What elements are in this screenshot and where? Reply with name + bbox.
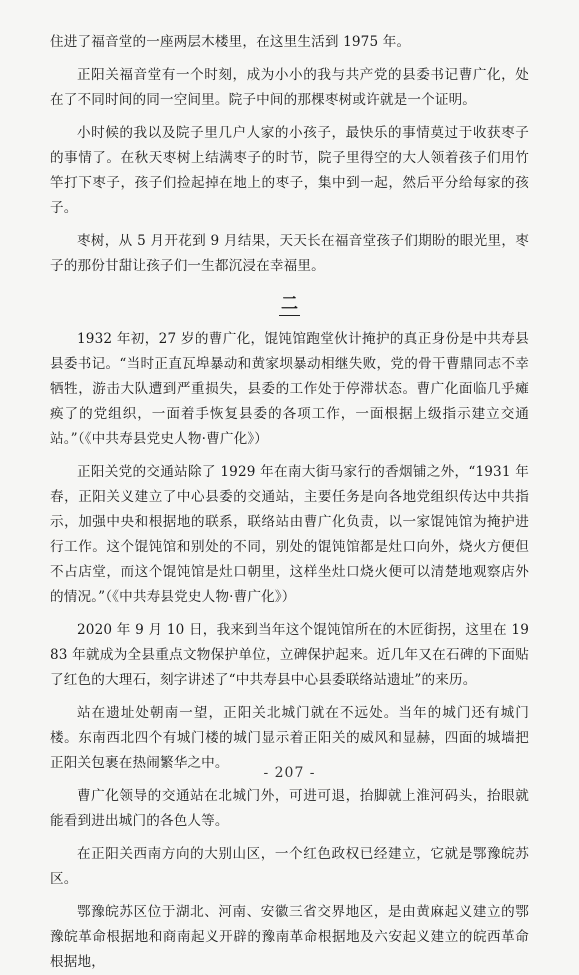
paragraph-9: 曹广化领导的交通站在北城门外，可进可退，抬脚就上淮河码头，抬眼就能看到进出城门的各色人等。 [50,788,529,829]
paragraph-10: 在正阳关西南方向的大别山区，一个红色政权已经建立，它就是鄂豫皖苏区。 [50,846,529,887]
paragraph-3: 小时候的我以及院子里几户人家的小孩子，最快乐的事情莫过于收获枣子的事情了。在秋天枣树上结满枣子的时节，院子里得空的大人领着孩子们用竹竿打下枣子，孩子们捡起掉在地上的枣子，集中到一起，然后平分给每家的孩子。 [50,125,529,216]
paragraph-6: 正阳关党的交通站除了 1929 年在南大街马家行的香烟铺之外，“1931 年春，正阳关义建立了中心县委的交通站，主要任务是向各地党组织传达中共指示，加强中央和根据地的联系，联络站由曹广化负责，以一家馄饨馆为掩护进行工作。这个馄饨馆和别处的不同，别处的馄饨馆都是灶口向外，烧火方便但不占店堂，而这个馄饨馆是灶口朝里，这样坐灶口烧火便可以清楚地观察店外的情况。”（《中共寿县党史人物·曹广化》） [50,464,529,605]
paragraph-7: 2020 年 9 月 10 日，我来到当年这个馄饨馆所在的木匠街拐，这里在 1983 年就成为全县重点文物保护单位，立碑保护起来。近几年又在石碑的下面贴了红色的大理石，刻字讲述了“中共寿县中心县委联络站遗址”的来历。 [50,622,529,688]
page-number: - 207 - [263,765,316,781]
paragraph-5: 1932 年初，27 岁的曹广化，馄饨馆跑堂伙计掩护的真正身份是中共寿县县委书记。“当时正直瓦埠暴动和黄家坝暴动相继失败，党的骨干曹鼎同志不幸牺牲，游击大队遭到严重损失，县委的工作处于停滞状态。曹广化面临几乎瘫痪了的党组织，一面着手恢复县委的各项工作，一面根据上级指示建立交通站。”（《中共寿县党史人物·曹广化》） [50,331,529,447]
paragraph-4: 枣树，从 5 月开花到 9 月结果，天天长在福音堂孩子们期盼的眼光里，枣子的那份甘甜让孩子们一生都沉浸在幸福里。 [50,233,529,274]
body-text-bottom [50,327,529,975]
paragraph-11: 鄂豫皖苏区位于湖北、河南、安徽三省交界地区，是由黄麻起义建立的鄂豫皖革命根据地和商南起义开辟的豫南革命根据地及六安起义建立的皖西革命根据地， [50,904,529,970]
section-heading [50,293,529,317]
body-text-top [50,30,529,279]
paragraph-8: 站在遗址处朝南一望，正阳关北城门就在不远处。当年的城门还有城门楼。东南西北四个有城门楼的城门显示着正阳关的威风和显赫，四面的城墙把正阳关包裹在热闹繁华之中。 [50,705,529,771]
section-number: 二 [281,294,298,314]
paragraph-2: 正阳关福音堂有一个时刻，成为小小的我与共产党的县委书记曹广化，处在了不同时间的同一空间里。院子中间的那棵枣树或许就是一个证明。 [50,67,529,108]
paragraph-1: 住进了福音堂的一座两层木楼里，在这里生活到 1975 年。 [50,34,411,50]
